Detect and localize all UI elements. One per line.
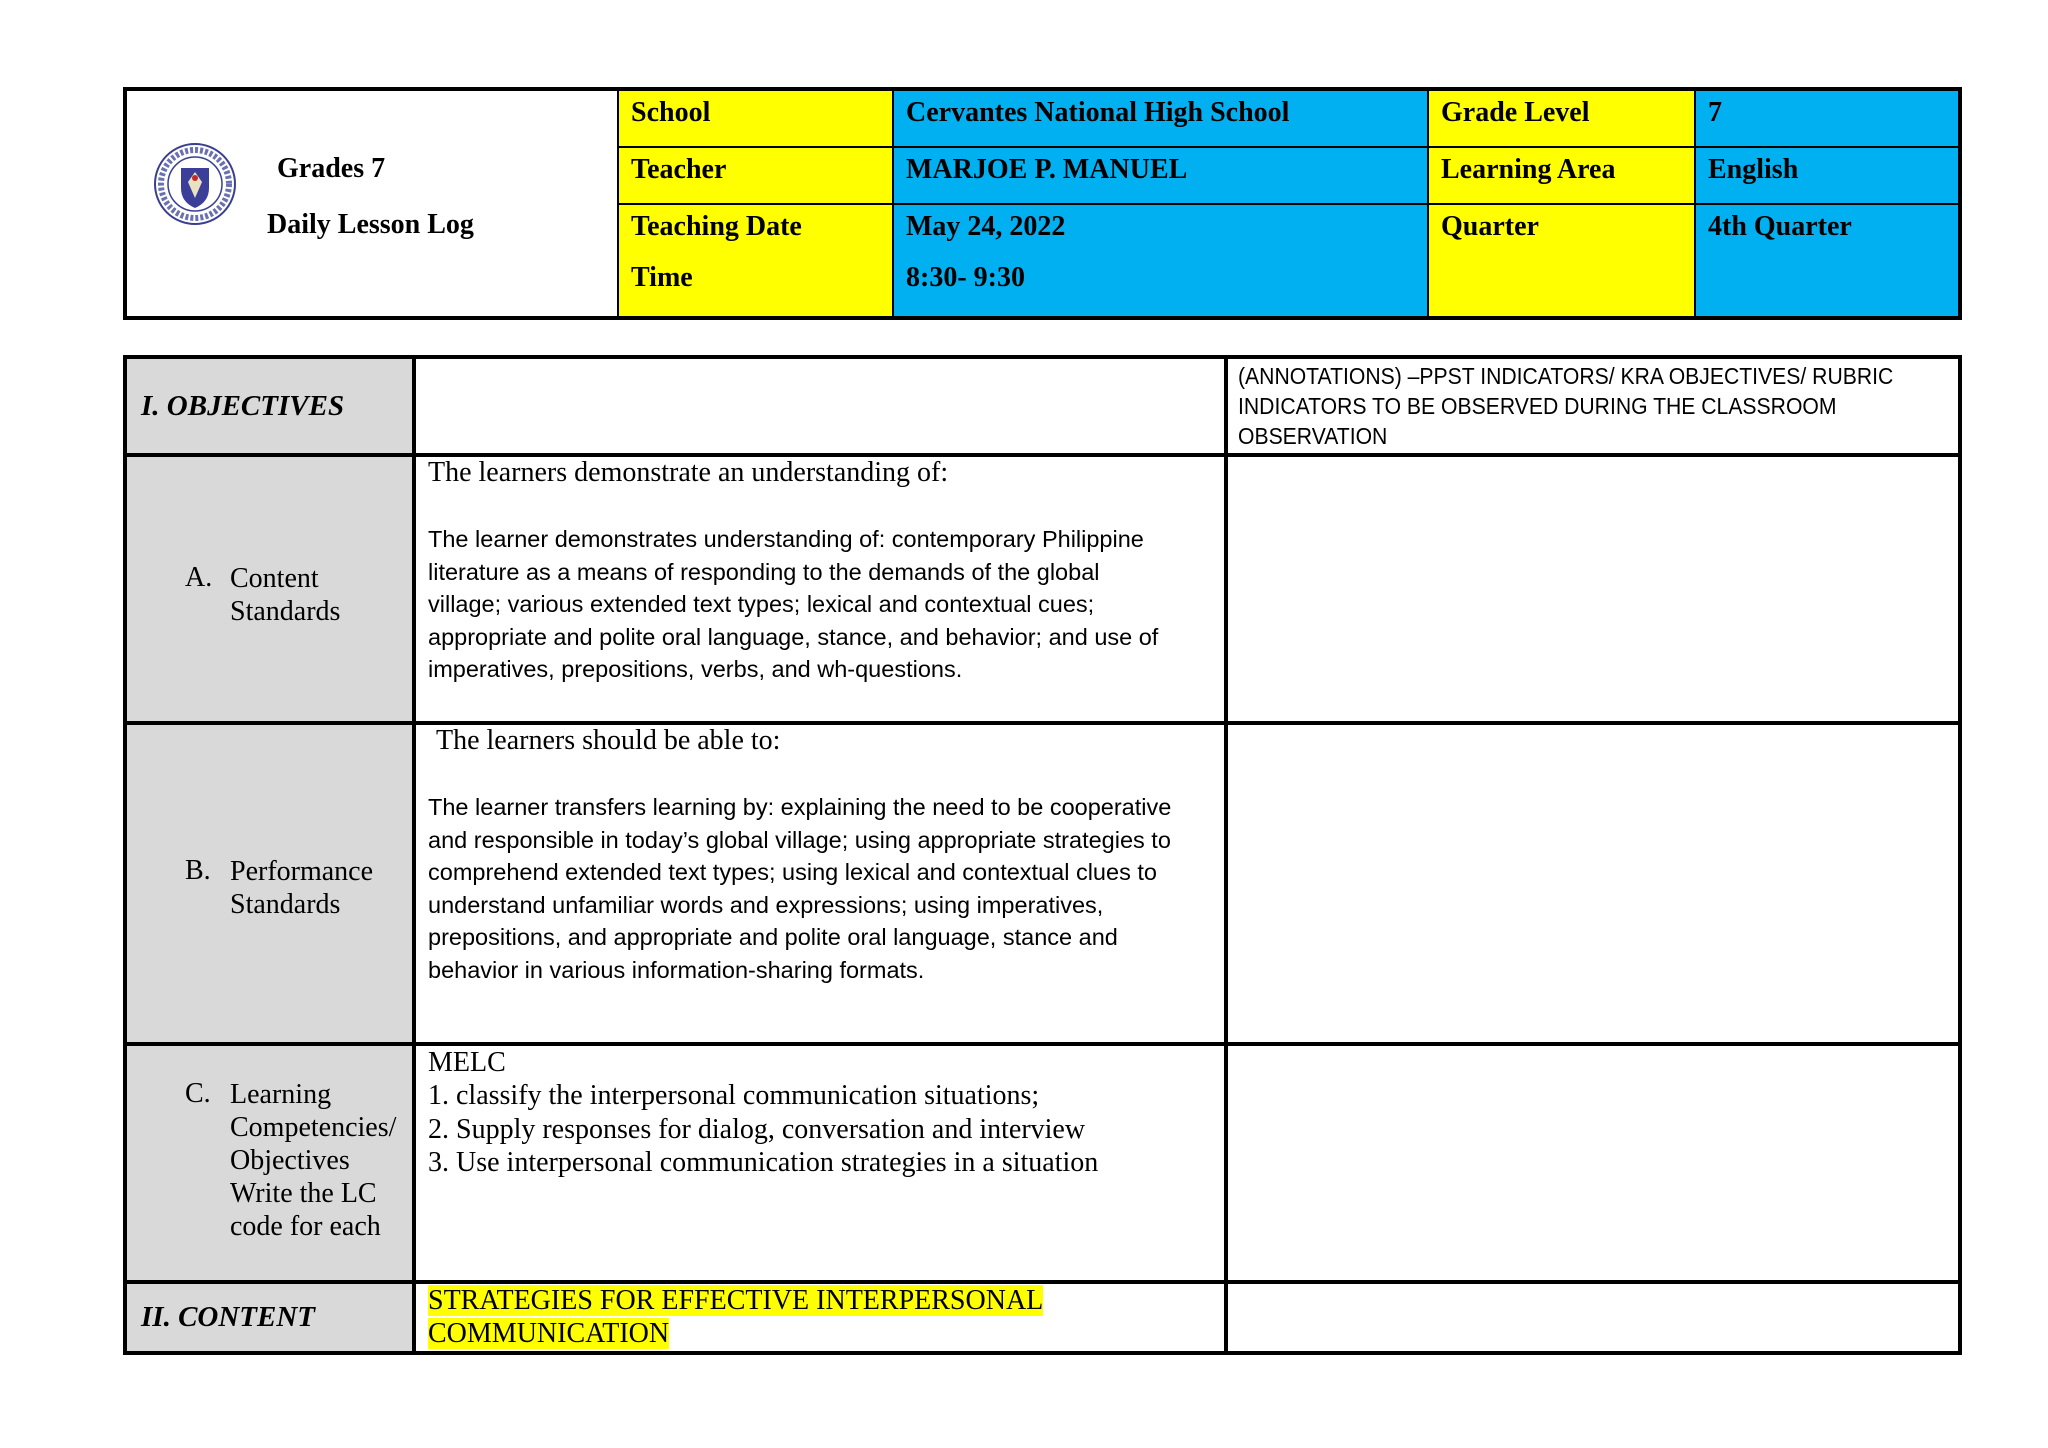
- objectives-table: [123, 355, 1962, 1355]
- teaching-date-value: May 24, 2022: [906, 211, 1066, 242]
- label-line: Competencies/: [230, 1112, 397, 1143]
- annotations-header-cell: [1228, 359, 1958, 453]
- school-value: Cervantes National High School: [894, 91, 1429, 148]
- school-label: School: [619, 91, 894, 148]
- content-section-label: II. CONTENT: [141, 1301, 316, 1333]
- learning-competencies-letter: C.: [185, 1078, 211, 1109]
- quarter-value: 4th Quarter: [1696, 205, 1958, 316]
- text-line: The learner demonstrates understanding of: contemporary Philippine: [428, 526, 1144, 552]
- quarter-label: Quarter: [1429, 205, 1696, 316]
- learning-competencies-label: [230, 1078, 396, 1243]
- deped-seal-icon: [153, 142, 237, 226]
- performance-standards-letter: B.: [185, 855, 211, 886]
- grade-level-label: Grade Level: [1429, 91, 1696, 148]
- time-label: Time: [631, 262, 693, 293]
- melc-heading: MELC: [428, 1047, 506, 1078]
- text-line: imperatives, prepositions, verbs, and wh-questions.: [428, 656, 963, 683]
- header-title-cell: [127, 91, 619, 316]
- label-line: code for each: [230, 1211, 381, 1242]
- text-line: comprehend extended text types; using lexical and contextual clues to: [428, 859, 1157, 886]
- text-line: understand unfamiliar words and expressions; using imperatives,: [428, 891, 1104, 918]
- performance-standards-label-cell: [127, 725, 412, 1042]
- label-line: Standards: [230, 596, 341, 627]
- learning-area-label: Learning Area: [1429, 148, 1696, 205]
- text-line: appropriate and polite oral language, stance, and behavior; and use of: [428, 623, 1159, 650]
- learning-area-value: English: [1696, 148, 1958, 205]
- text-line: behavior in various information-sharing formats.: [428, 956, 925, 983]
- content-standards-letter: A.: [185, 562, 213, 593]
- content-topic-line: STRATEGIES FOR EFFECTIVE INTERPERSONAL: [428, 1285, 1044, 1316]
- time-value: 8:30- 9:30: [906, 262, 1025, 293]
- daily-lesson-log-title: Daily Lesson Log: [267, 209, 474, 240]
- label-line: Learning: [230, 1079, 332, 1110]
- text-line: and responsible in today’s global village; using appropriate strategies to: [428, 826, 1171, 853]
- melc-item: 2. Supply responses for dialog, conversation and interview: [428, 1113, 1086, 1145]
- text-line: village; various extended text types; lexical and contextual cues;: [428, 591, 1095, 618]
- annotations-header: (ANNOTATIONS) –PPST INDICATORS/ KRA OBJECTIVES/ RUBRIC INDICATORS TO BE OBSERVED DURING THE CLASSROOM OBSERVATION: [1238, 363, 1894, 449]
- grade-level-value: 7: [1696, 91, 1958, 148]
- content-standards-label: [230, 562, 340, 628]
- teacher-value: MARJOE P. MANUEL: [894, 148, 1429, 205]
- performance-standards-label: [230, 855, 373, 921]
- text-line: literature as a means of responding to the demands of the global: [428, 558, 1100, 585]
- label-line: Standards: [230, 889, 341, 920]
- content-topic: [428, 1284, 1043, 1351]
- content-cell: [416, 1284, 1224, 1351]
- header-table: [123, 87, 1962, 320]
- objectives-label-cell: [127, 359, 412, 453]
- teacher-label: Teacher: [619, 148, 894, 205]
- objectives-section-label: I. OBJECTIVES: [141, 390, 345, 422]
- text-line: prepositions, and appropriate and polite oral language, stance and: [428, 924, 1118, 951]
- label-line: Performance: [230, 856, 374, 887]
- learning-competencies-label-cell: [127, 1046, 412, 1280]
- learning-competencies-cell: [416, 1046, 1224, 1280]
- label-line: Objectives: [230, 1145, 350, 1176]
- label-line: Content: [230, 563, 319, 594]
- content-standards-intro: The learners demonstrate an understanding of:: [428, 457, 949, 488]
- performance-standards-cell: [416, 725, 1224, 1042]
- performance-standards-intro: The learners should be able to:: [436, 725, 781, 756]
- melc-item: 1. classify the interpersonal communication situations;: [428, 1080, 1040, 1112]
- melc-item: 3. Use interpersonal communication strategies in a situation: [428, 1147, 1099, 1179]
- grades-title: Grades 7: [277, 153, 386, 184]
- label-line: Write the LC: [230, 1178, 377, 1209]
- content-standards-label-cell: [127, 457, 412, 721]
- content-topic-line: COMMUNICATION: [428, 1318, 670, 1350]
- text-line: The learner transfers learning by: explaining the need to be cooperative: [428, 794, 1172, 820]
- melc-list: [428, 1046, 1098, 1180]
- teaching-date-value-cell: [894, 205, 1429, 316]
- column-divider: [1224, 359, 1228, 1351]
- teaching-date-label: Teaching Date: [631, 211, 802, 242]
- content-label-cell: [127, 1284, 412, 1351]
- content-standards-cell: [416, 457, 1224, 721]
- performance-standards-text: [428, 791, 1218, 987]
- content-standards-text: [428, 523, 1218, 686]
- teaching-date-cell: [619, 205, 894, 316]
